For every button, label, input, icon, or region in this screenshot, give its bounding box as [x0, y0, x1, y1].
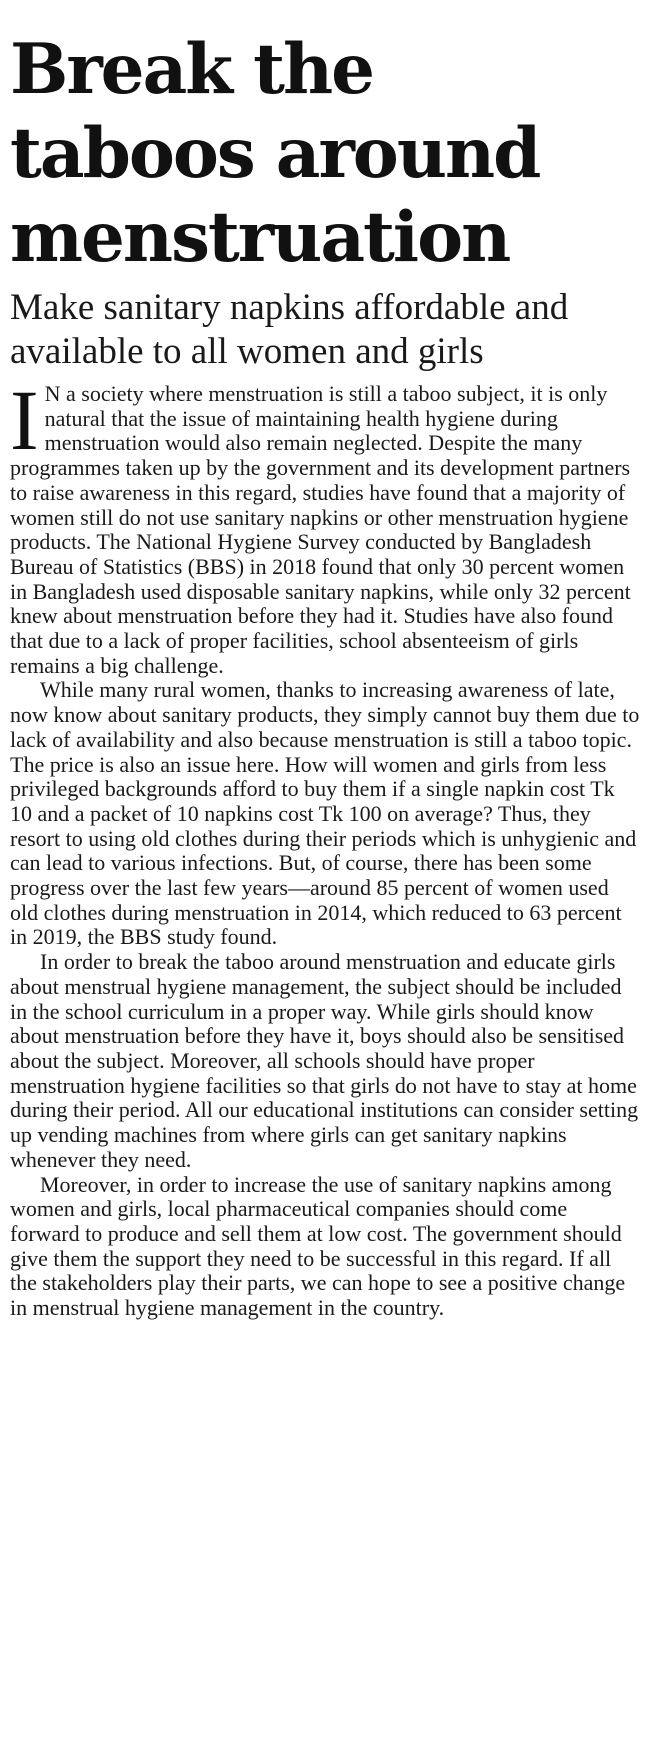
article-body [10, 372, 642, 1321]
editorial-article [10, 0, 642, 1321]
paragraph-1-text: N a society where menstruation is still a taboo subject, it is only natural that the issue of maintaining health hygiene during menstruation would also remain neglected. Despite the many programmes taken up by the government and its development partners to raise awareness in this regard, studies have found that a majority of women still do not use sanitary napkins or other menstruation hygiene products. The National Hygiene Survey conducted by Bangladesh Bureau of Statistics (BBS) in 2018 found that only 30 percent women in Bangladesh used disposable sanitary napkins, while only 32 percent knew about menstruation before they had it. Studies have also found that due to a lack of proper facilities, school absenteeism of girls remains a big challenge. [10, 381, 631, 678]
paragraph-1 [10, 372, 642, 678]
paragraph-3: In order to break the taboo around menstruation and educate girls about menstrual hygiene management, the subject should be included in the school curriculum in a proper way. While girls should know about menstruation before they have it, boys should also be sensitised about the subject. Moreover, all schools should have proper menstruation hygiene facilities so that girls do not have to stay at home during their period. All our educational institutions can consider setting up vending machines from where girls can get sanitary napkins whenever they need. [10, 949, 639, 1172]
paragraph-2: While many rural women, thanks to increasing awareness of late, now know about sanitary products, they simply cannot buy them due to lack of availability and also because menstruation is still a taboo topic. The price is also an issue here. How will women and girls from less privileged backgrounds afford to buy them if a single napkin cost Tk 10 and a packet of 10 napkins cost Tk 100 on average? Thus, they resort to using old clothes during their periods which is unhygienic and can lead to various infections. But, of course, there has been some progress over the last few years—around 85 percent of women used old clothes during menstruation in 2014, which reduced to 63 percent in 2019, the BBS study found. [10, 677, 640, 950]
paragraph-4: Moreover, in order to increase the use of sanitary napkins among women and girls, local pharmaceutical companies should come forward to produce and sell them at low cost. The government should give them the support they need to be successful in this regard. If all the stakeholders play their parts, we can hope to see a positive change in menstrual hygiene management in the country. [10, 1171, 626, 1321]
subheadline: Make sanitary napkins affordable and available to all women and girls [10, 287, 569, 372]
drop-cap: I [10, 372, 39, 468]
headline: Break the taboos around menstruation [10, 29, 540, 278]
